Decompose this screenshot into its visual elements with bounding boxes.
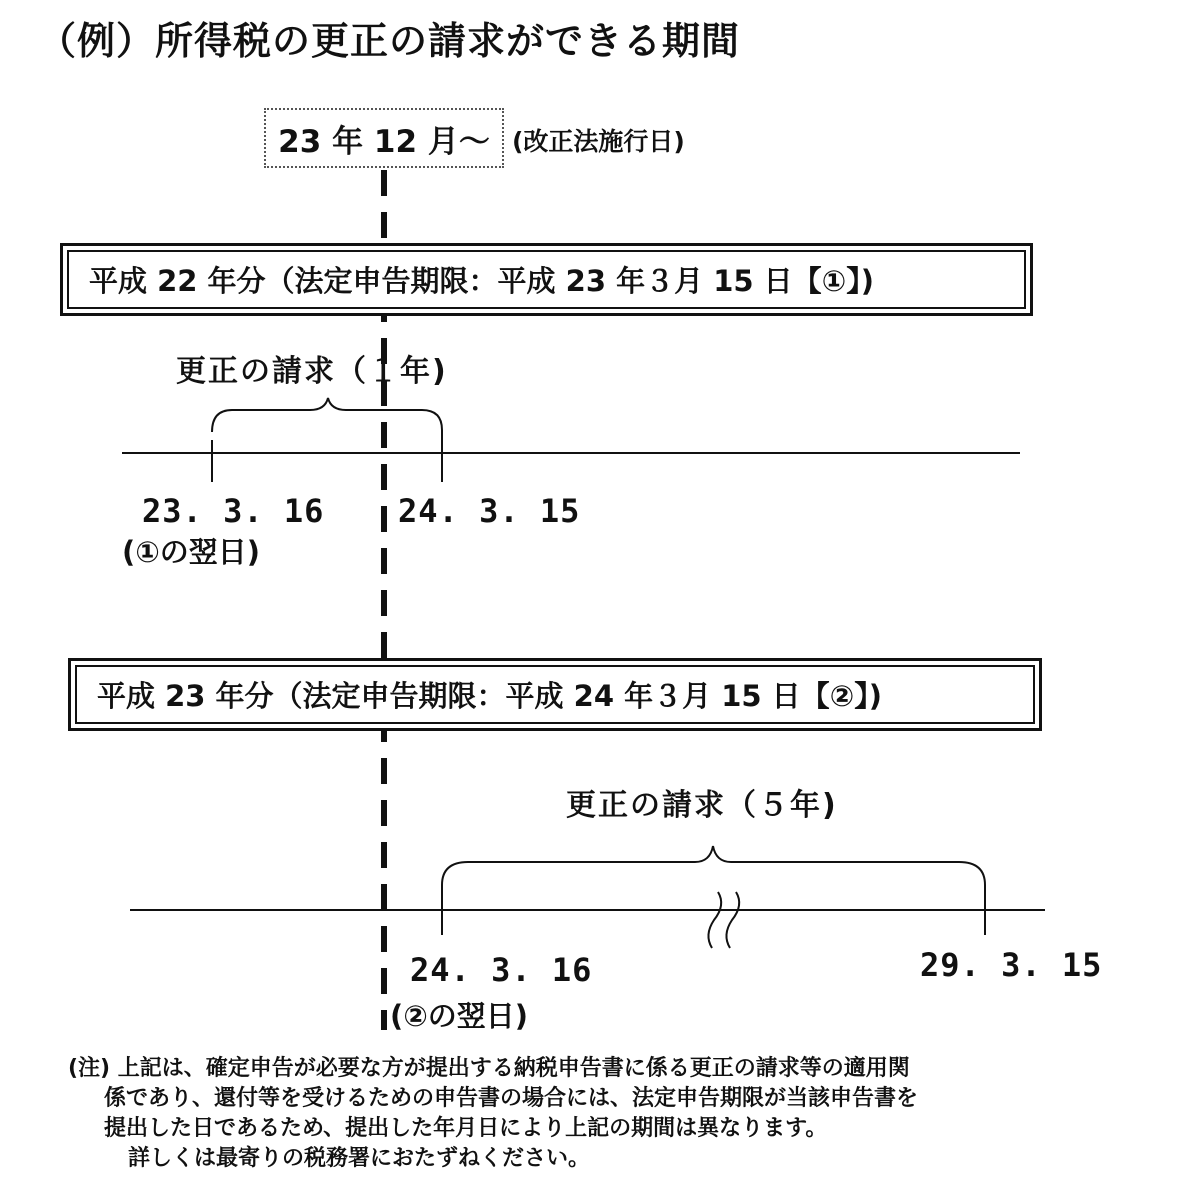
law-enforcement-note: (改正法施行日) <box>512 127 685 156</box>
case2-period-label: 更正の請求（５年) <box>566 788 838 823</box>
axis-break-mark <box>708 892 721 948</box>
case1-end-date: 24. 3. 15 <box>398 492 581 530</box>
case1-period-label: 更正の請求（１年) <box>176 354 448 389</box>
case1-header-box <box>60 243 1033 316</box>
case2-start-note: (②の翌日) <box>390 999 529 1033</box>
page-title: （例）所得税の更正の請求ができる期間 <box>38 19 741 63</box>
case1-header: 平成 22 年分（法定申告期限：平成 23 年３月 15 日【①】) <box>67 250 1026 309</box>
case2-header-box <box>68 658 1042 731</box>
period-brace-2 <box>442 846 985 885</box>
footnote-line-1: (注) 上記は、確定申告が必要な方が提出する納税申告書に係る更正の請求等の適用関 <box>68 1056 910 1081</box>
law-enforcement-date-box <box>264 108 504 168</box>
footnote-line-3: 提出した日であるため、提出した年月日により上記の期間は異なります。 <box>104 1116 828 1141</box>
case2-header: 平成 23 年分（法定申告期限：平成 24 年３月 15 日【②】) <box>75 665 1035 724</box>
case1-start-date: 23. 3. 16 <box>142 492 325 530</box>
case2-end-date: 29. 3. 15 <box>920 946 1103 984</box>
case2-start-date: 24. 3. 16 <box>410 951 593 989</box>
footnote-line-2: 係であり、還付等を受けるための申告書の場合には、法定申告期限が当該申告書を <box>104 1086 919 1111</box>
period-brace-1 <box>212 398 442 432</box>
law-enforcement-date: 23 年 12 月～ <box>278 123 490 160</box>
case1-start-note: (①の翌日) <box>122 535 261 569</box>
footnote-line-4: 詳しくは最寄りの税務署におたずねください。 <box>128 1146 591 1171</box>
